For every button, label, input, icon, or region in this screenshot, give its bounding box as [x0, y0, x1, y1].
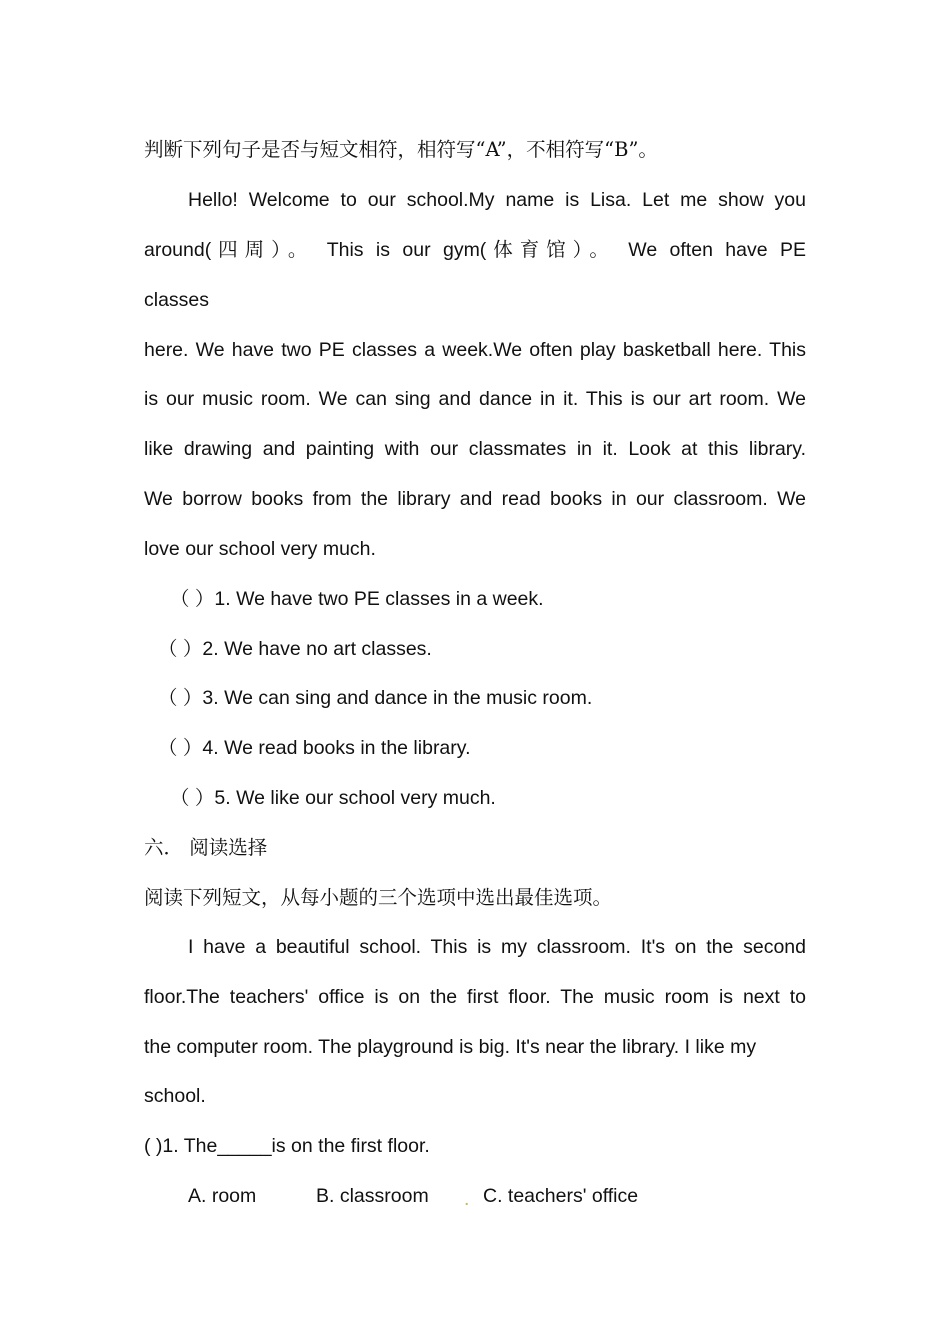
- question-3: （ ）3. We can sing and dance in the music room.: [158, 687, 593, 709]
- passage-line-2: around(四周）。 This is our gym(体育馆）。 We often have PE: [144, 239, 806, 261]
- reading-line-4: school.: [144, 1085, 206, 1107]
- passage-line-6: like drawing and painting with our classmates in it. Look at this library.: [144, 438, 806, 460]
- section5-instruction: 判断下列句子是否与短文相符，相符写“A”，不相符写“B”。: [144, 138, 658, 161]
- section6-instruction: 阅读下列短文，从每小题的三个选项中选出最佳选项。: [144, 886, 613, 909]
- passage-line-7: We borrow books from the library and read books in our classroom. We: [144, 488, 806, 510]
- reading-question-1: ( )1. The_____is on the first floor.: [144, 1135, 430, 1157]
- passage-line-8: love our school very much.: [144, 538, 376, 560]
- option-b: B. classroom: [316, 1185, 429, 1207]
- option-c: C. teachers' office: [483, 1185, 639, 1207]
- question-1: （ ）1. We have two PE classes in a week.: [170, 588, 544, 610]
- option-a: A. room: [188, 1185, 257, 1207]
- section6-heading: 六． 阅读选择: [144, 836, 268, 859]
- question-5: （ ）5. We like our school very much.: [170, 787, 496, 809]
- question-2: （ ）2. We have no art classes.: [158, 638, 432, 660]
- passage-line-1: Hello! Welcome to our school.My name is Lisa. Let me show you: [188, 189, 806, 211]
- reading-line-2: floor.The teachers' office is on the first floor. The music room is next to: [144, 986, 806, 1008]
- passage-line-4: here. We have two PE classes a week.We often play basketball here. This: [144, 339, 806, 361]
- stray-dot-mark: .: [464, 1188, 470, 1210]
- reading-line-1: I have a beautiful school. This is my classroom. It's on the second: [188, 936, 806, 958]
- passage-line-5: is our music room. We can sing and dance in it. This is our art room. We: [144, 388, 806, 410]
- question-4: （ ）4. We read books in the library.: [158, 737, 471, 759]
- reading-line-3: the computer room. The playground is big. It's near the library. I like my: [144, 1036, 757, 1058]
- passage-line-3: classes: [144, 289, 210, 311]
